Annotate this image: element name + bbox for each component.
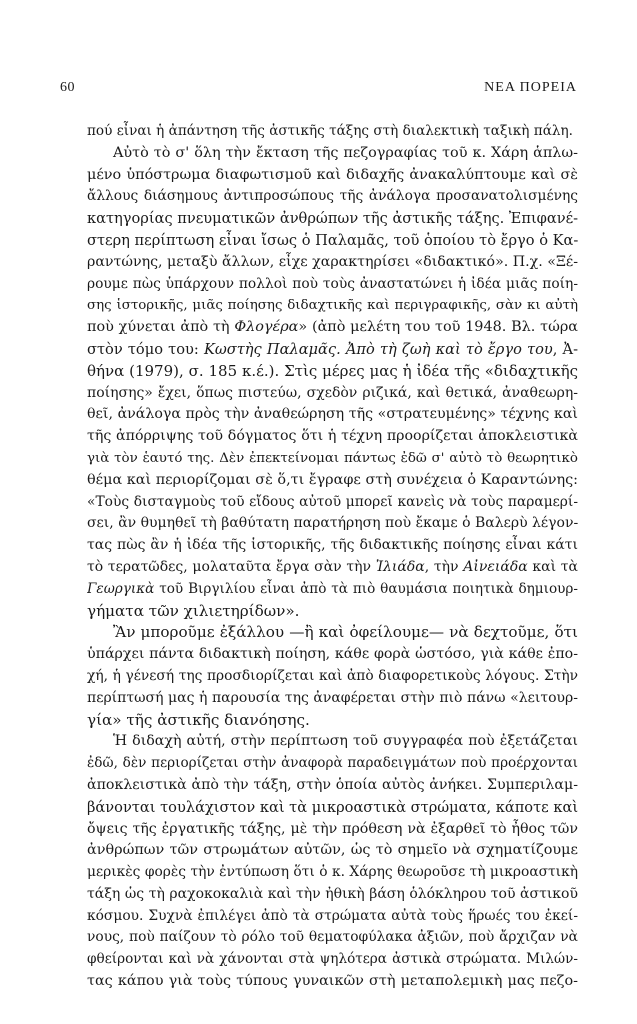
italic-title: Αἰνειάδα <box>463 558 528 575</box>
text-line <box>87 317 578 339</box>
text-line: θήνα (1979), σ. 185 κ.έ.). Στὶς μέρες μας ἡ ἰδέα τῆς «διδαχτικῆς <box>87 361 578 380</box>
text-segment: τοῦ Βιργιλίου εἶναι ἀπὸ τὰ πιὸ θαυμάσια ποιητικὰ δημιουρ- <box>154 580 578 597</box>
text-line: βάνονται τουλάχιστον καὶ τὰ μικροαστικὰ στρώματα, κάποτε καὶ <box>87 798 578 816</box>
text-line: γήματα τῶν χιλιετηρίδων». <box>87 601 300 620</box>
text-line: γία» τῆς ἀστικῆς διανόησης. <box>87 710 310 729</box>
text-line: κόσμου. Συχνὰ ἐπιλέγει ἀπὸ τὰ στρώματα αὐτὰ τοὺς ἥρωές του ἐκεί- <box>87 907 578 924</box>
page-number: 60 <box>60 80 75 95</box>
running-head <box>60 80 577 98</box>
text-line: τῆς ἀπόρριψης τοῦ δόγματος ὅτι ἡ τέχνη προορίζεται ἀποκλειστικὰ <box>87 428 578 445</box>
italic-title: Φλογέρα <box>234 319 299 336</box>
italic-title: Ἰλιάδα <box>375 558 425 575</box>
text-segment: » (ἀπὸ μελέτη του τοῦ 1948. Βλ. τώρα <box>298 319 578 336</box>
text-line: ἐδῶ, δὲν περιορίζεται στὴν ἀναφορὰ παραδειγμάτων ποὺ προέρχονται <box>87 755 578 772</box>
text-segment: καὶ τὰ <box>527 558 578 575</box>
text-line: ἀποκλειστικὰ ἀπὸ τὴν τάξη, στὴν ὁποία αὐτὸς ἀνήκει. Συμπεριλαμ- <box>87 776 578 793</box>
text-line: πού εἶναι ἡ ἀπάντηση τῆς ἀστικῆς τάξης στὴ διαλεκτικὴ ταξικὴ πάλη. <box>87 123 573 139</box>
text-line: φθείρονται καὶ νὰ χάνονται στὰ ψηλότερα ἀστικὰ στρώματα. Μιλών- <box>87 951 578 968</box>
text-segment: , Ἀ- <box>552 340 578 358</box>
text-line: Ἂν μποροῦμε ἐξάλλου —ἢ καὶ ὀφείλουμε— νὰ δεχτοῦμε, ὅτι <box>113 623 578 642</box>
text-line <box>87 557 578 579</box>
italic-title: Γεωργικὰ <box>87 580 155 597</box>
text-line: περίπτωσή μας ἡ παρουσία της ἀναφέρεται στὴν πιὸ πάνω «λειτουρ- <box>87 689 578 706</box>
text-line: θέμα καὶ περιορίζομαι σὲ ὅ,τι ἔγραφε στὴ συνέχεια ὁ Καραντώνης: <box>87 471 578 488</box>
text-line: μερικὲς φορὲς τὴν ἐντύπωση ὅτι ὁ κ. Χάρης θεωροῦσε τὴ μικροαστικὴ <box>87 864 578 881</box>
text-line: μένο ὑπόστρωμα διαφωτισμοῦ καὶ διδαχῆς ἀνακαλύπτουμε καὶ σὲ <box>87 166 578 183</box>
text-line: Ἡ διδαχὴ αὐτή, στὴν περίπτωση τοῦ συγγραφέα ποὺ ἐξετάζεται <box>113 733 578 750</box>
text-line: «Τοὺς δισταγμοὺς τοῦ εἴδους αὐτοῦ μπορεῖ κανεὶς νὰ τοὺς παραμερί- <box>87 493 578 510</box>
journal-title: ΝΕΑ ΠΟΡΕΙΑ <box>484 80 577 95</box>
text-segment: , τὴν <box>424 558 464 575</box>
text-line: ποίησης» ἔχει, ὅπως πιστεύω, σχεδὸν ριζικά, καὶ θετικά, ἀναθεωρη- <box>87 384 578 401</box>
text-segment: τὸ τερατῶδες, μολαταῦτα ἔργα σὰν τὴν <box>87 558 376 575</box>
text-line: ρουμε πὼς ὑπάρχουν πολλοὶ ποὺ τοὺς ἀναστατώνει ἡ ἰδέα μιᾶς ποίη- <box>87 275 578 292</box>
text-line: τάξη ὡς τὴ ραχοκοκαλιὰ καὶ τὴν ἠθικὴ βάση ὁλόκληρου τοῦ ἀστικοῦ <box>87 885 578 902</box>
text-segment: ποὺ χύνεται ἀπὸ τὴ <box>87 319 235 336</box>
text-segment: στὸν τόμο του: <box>87 340 204 358</box>
text-line: στερη περίπτωση εἶναι ἴσως ὁ Παλαμᾶς, τοῦ ὁποίου τὸ ἔργο ὁ Κα- <box>87 231 578 249</box>
text-line: ἄλλους διάσημους ἀντιπροσώπους τῆς ἀνάλογα προσανατολισμένης <box>87 188 578 205</box>
text-line: ραντώνης, μεταξὺ ἄλλων, εἶχε χαρακτηρίσει «διδακτικό». Π.χ. «Ξέ- <box>87 253 578 270</box>
text-line: νους, ποὺ παίζουν τὸ ρόλο τοῦ θεματοφύλακα ἀξιῶν, ποὺ ἄρχιζαν νὰ <box>87 929 578 946</box>
italic-title: Κωστὴς Παλαμᾶς. Ἀπὸ τὴ ζωὴ καὶ τὸ ἔργο του <box>203 340 553 358</box>
text-line: ἀνθρώπων τῶν στρωμάτων αὐτῶν, ὡς τὸ σημεῖο νὰ σχηματίζουμε <box>87 842 578 859</box>
text-line: ὄψεις τῆς ἐργατικῆς τάξης, μὲ τὴν πρόθεση νὰ ἐξαρθεῖ τὸ ἦθος τῶν <box>87 820 578 837</box>
text-line: θεῖ, ἀνάλογα πρὸς τὴν ἀναθεώρηση τῆς «στρατευμένης» τέχνης καὶ <box>87 406 578 423</box>
text-line: σης ἱστορικῆς, μιᾶς ποίησης διδαχτικῆς καὶ περιγραφικῆς, σὰν κι αὐτὴ <box>87 298 578 314</box>
text-line <box>87 339 578 361</box>
text-line: γιὰ τὸν ἑαυτό της. Δὲν ἐπεκτείνομαι πάντως ἐδῶ σ' αὐτὸ τὸ θεωρητικὸ <box>87 450 578 466</box>
text-line <box>87 579 578 601</box>
text-line: τας κάπου γιὰ τοὺς τύπους γυναικῶν στὴ μεταπολεμικὴ μας πεζο- <box>87 973 578 990</box>
text-line: τας πὼς ἂν ἡ ἰδέα τῆς ἱστορικῆς, τῆς διδακτικῆς ποίησης εἶναι κάτι <box>87 537 578 554</box>
text-line: ὑπάρχει πάντα διδακτικὴ ποίηση, κάθε φορὰ ὡστόσο, γιὰ κάθε ἐπο- <box>87 646 578 663</box>
text-line: Αὐτὸ τὸ σ' ὅλη τὴν ἔκταση τῆς πεζογραφίας τοῦ κ. Χάρη ἁπλω- <box>113 144 578 161</box>
body-text <box>87 121 578 993</box>
text-line: κατηγορίας πνευματικῶν ἀνθρώπων τῆς ἀστικῆς τάξης. Ἐπιφανέ- <box>87 210 578 228</box>
text-line: χή, ἡ γένεσή της προσδιορίζεται καὶ ἀπὸ διαφορετικοὺς λόγους. Στὴν <box>87 667 578 684</box>
text-line: σει, ἂν θυμηθεῖ τὴ βαθύτατη παρατήρηση ποὺ ἔκαμε ὁ Βαλερὺ λέγον- <box>87 515 578 532</box>
